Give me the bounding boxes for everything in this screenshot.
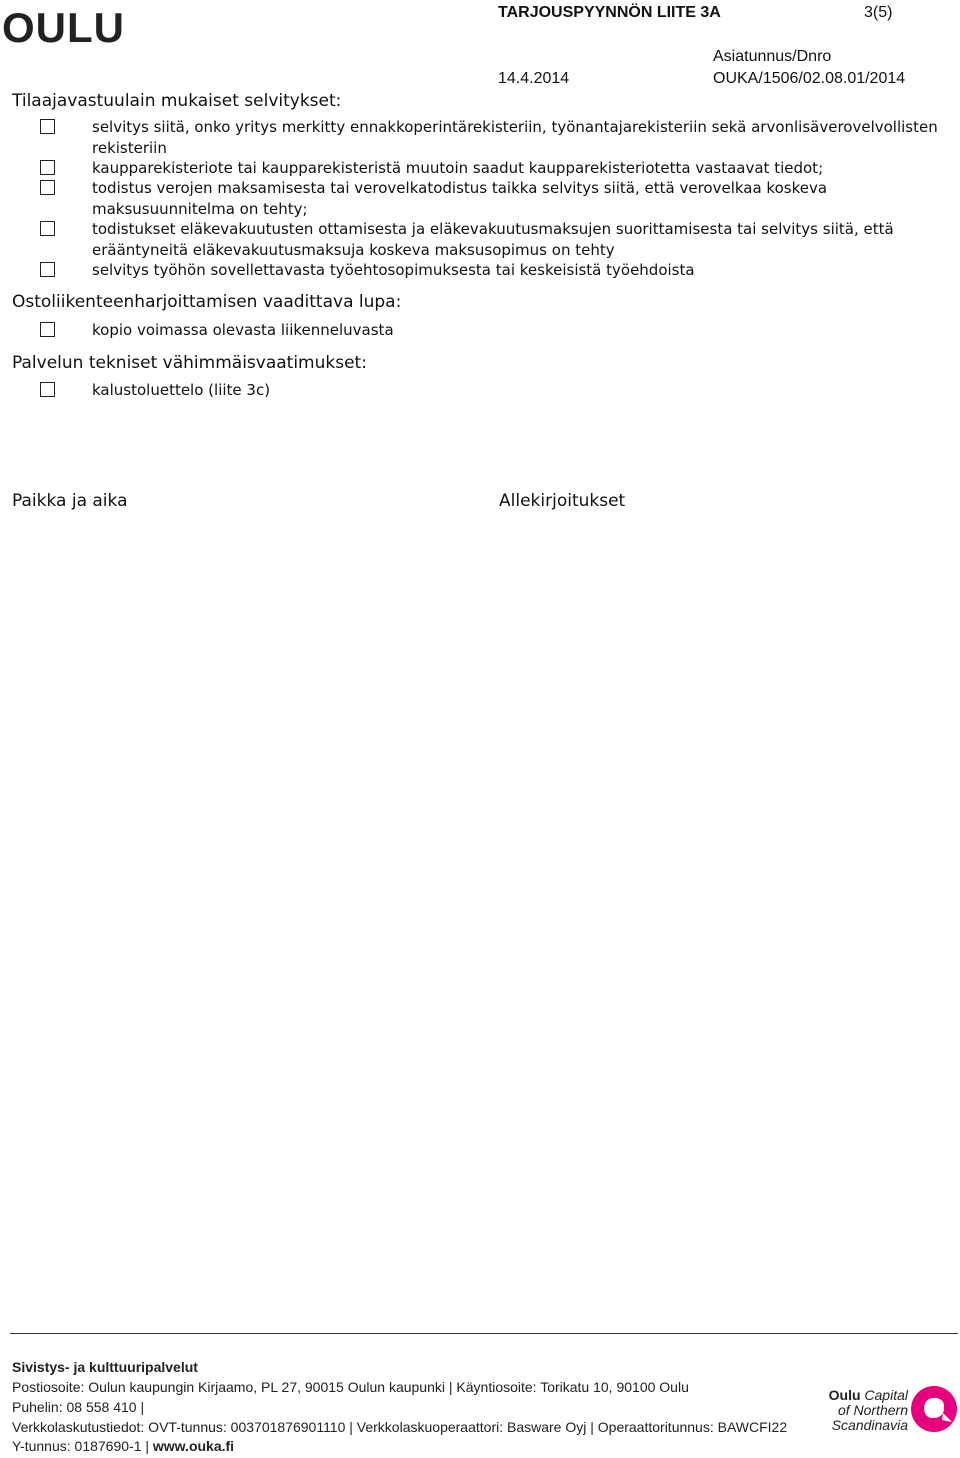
checklist-item-label: kopio voimassa olevasta liikenneluvasta: [92, 321, 394, 339]
checklist-item-kalustoluettelo[interactable]: [40, 380, 960, 401]
footer-ytunnus: Y-tunnus: 0187690-1 |: [12, 1438, 150, 1454]
footer-ytunnus-row: [12, 1437, 234, 1455]
footer-address: Postiosoite: Oulun kaupungin Kirjaamo, PL 27, 90015 Oulun kaupunki | Käyntiosoite: Torikatu 10, 90100 Oulu: [12, 1379, 689, 1395]
brand-line-3: Scandinavia: [831, 1417, 908, 1433]
footer-website-link[interactable]: www.ouka.fi: [152, 1438, 235, 1454]
checkbox[interactable]: [40, 160, 55, 175]
dnro-label: Asiatunnus/Dnro: [713, 48, 832, 65]
checklist-item-ennakkoperinta[interactable]: [40, 117, 960, 158]
checklist-item-label: kaupparekisteriote tai kaupparekisteristä muutoin saadut kaupparekisteriotetta vastaavat tiedot;: [92, 159, 824, 177]
checklist-item-label: kalustoluettelo (liite 3c): [92, 381, 271, 399]
brand-word-oulu: Oulu: [828, 1387, 861, 1403]
checkbox[interactable]: [40, 221, 55, 236]
footer-phone: Puhelin: 08 558 410 |: [12, 1399, 145, 1415]
checklist-item-label: todistus verojen maksamisesta tai verovelkatodistus taikka selvitys siitä, että verovelkaa koskeva maksusuunnitelma on tehty;: [92, 179, 828, 218]
brand-line-2: of Northern: [837, 1402, 908, 1418]
checklist-item-elakevakuutus[interactable]: [40, 219, 960, 260]
section-title-lupa: Ostoliikenteenharjoittamisen vaadittava lupa:: [12, 292, 402, 312]
document-title: TARJOUSPYYNNÖN LIITE 3A: [498, 4, 721, 21]
footer-department: Sivistys- ja kulttuuripalvelut: [12, 1359, 198, 1375]
signatures-label: Allekirjoitukset: [499, 491, 626, 511]
checklist-item-label: selvitys siitä, onko yritys merkitty ennakkoperintärekisteriin, työnantajarekisteriin sekä arvonlisäverovelvollisten rekisteriin: [92, 118, 938, 157]
oulu-capital-brand: [808, 1388, 908, 1433]
page-number: 3(5): [864, 4, 893, 21]
section-title-tekniset: Palvelun tekniset vähimmäisvaatimukset:: [12, 353, 367, 373]
checkbox[interactable]: [40, 322, 55, 337]
checkbox[interactable]: [40, 382, 55, 397]
checklist-item-label: selvitys työhön sovellettavasta työehtosopimuksesta tai keskeisistä työehdoista: [92, 261, 695, 279]
checklist-item-verot[interactable]: [40, 178, 960, 219]
footer-divider: [10, 1333, 958, 1334]
footer-invoicing: Verkkolaskutustiedot: OVT-tunnus: 003701876901110 | Verkkolaskuoperaattori: Basware Oyj | Operaattoritunnus: BAWCFI22: [12, 1419, 788, 1435]
oulu-brand-mark-icon: [910, 1385, 958, 1433]
brand-word-capital: Capital: [864, 1387, 908, 1403]
checkbox[interactable]: [40, 119, 55, 134]
checkbox[interactable]: [40, 180, 55, 195]
checklist-item-label: todistukset eläkevakuutusten ottamisesta ja eläkevakuutusmaksujen suorittamisesta tai selvitys siitä, että erääntyneitä eläkevakuutusmaksuja koskeva maksusopimus on tehty: [92, 220, 894, 259]
checkbox[interactable]: [40, 262, 55, 277]
checklist-item-kaupparekisteri[interactable]: [40, 158, 960, 179]
oulu-logo: OULU: [2, 4, 125, 51]
section-title-tilaaja: Tilaajavastuulain mukaiset selvitykset:: [12, 91, 342, 111]
dnro-value: OUKA/1506/02.08.01/2014: [713, 70, 906, 87]
place-and-date-label: Paikka ja aika: [12, 491, 128, 511]
checklist-item-liikennelupa[interactable]: [40, 320, 960, 341]
document-date: 14.4.2014: [498, 70, 570, 87]
checklist-item-tyoehtosopimus[interactable]: [40, 260, 960, 281]
